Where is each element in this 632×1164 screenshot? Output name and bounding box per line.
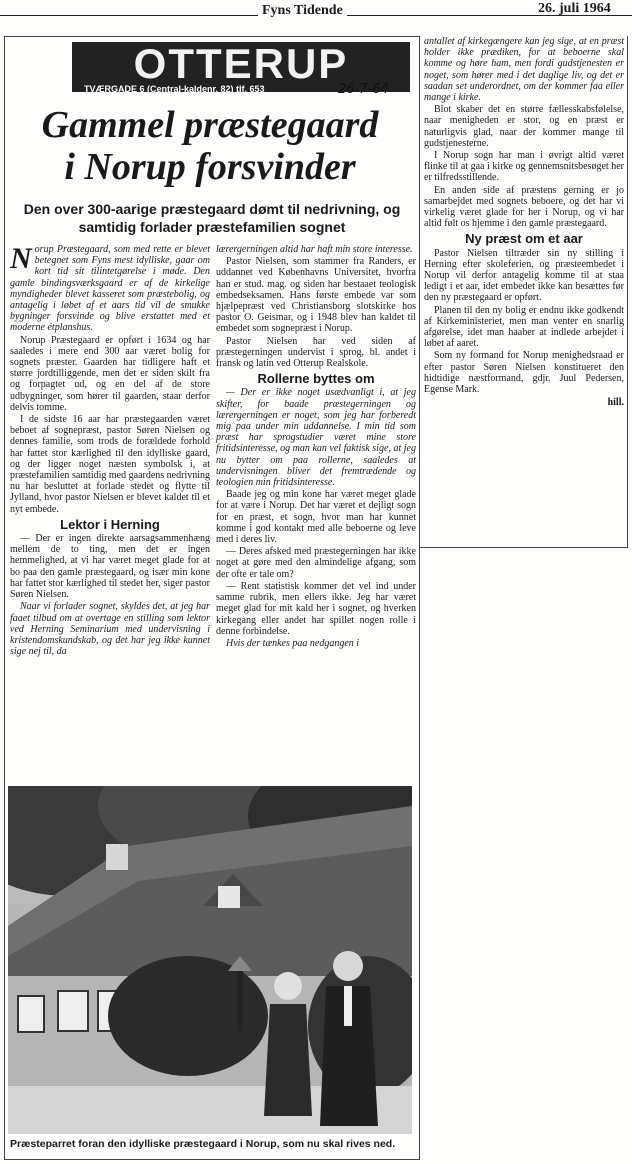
- handwritten-date: 26-7-64: [338, 82, 389, 97]
- section-heading-ny-praest: Ny præst om et aar: [465, 231, 583, 247]
- photo-caption: Præsteparret foran den idylliske præstegaard i Norup, som nu skal rives ned.: [10, 1138, 396, 1150]
- paragraph: Pastor Nielsen har ved siden af præstegerningen undervist i sprog, bl. andet i fransk og latin ved Otterup Realskole.: [216, 335, 416, 370]
- section-heading-roller: Rollerne byttes om: [257, 371, 375, 387]
- paragraph: Blot skaber det en større fællesskabsfølelse, naar menigheden er stor, og en præst er naturligvis glad, naar der kommer mange til gudstjenesterne.: [424, 104, 624, 149]
- author-signature: hill.: [607, 397, 624, 409]
- paragraph: Som ny formand for Norup menighedsraad er efter pastor Søren Nielsen konstitueret den hidtidige næstformand, gdjr. Juul Pedersen, Egense Mark.: [424, 350, 624, 396]
- headline-line-2: i Norup forsvinder: [64, 146, 356, 188]
- paragraph: I de sidste 16 aar har præstegaarden været beboet af sognepræst, pastor Søren Nielsen og dennes familie, som trods de forældede forhold har fattet stor kærlighed til den idylliske gaard, og der ligger noget næsten symbolsk i, at præstefamilien samtidig med gaardens nedrivning nu har besluttet at forlade stedet og flytte til Jylland, hvor pastor Nielsen er blevet kaldet til et nyt embede.: [10, 414, 210, 515]
- paragraph: — Deres afsked med præstegerningen har ikke noget at gøre med den almindelige afgang, som der ofte er tale om?: [216, 546, 416, 580]
- town-banner-title: OTTERUP: [133, 40, 349, 87]
- section-heading-lektor: Lektor i Herning: [60, 516, 160, 532]
- paragraph: Baade jeg og min kone har været meget glade for at være i Norup. Det har været et dejligt sogn for en præst, et sogn, hvor man har kunnet komme i god kontakt med alle beboerne og leve med i deres liv.: [216, 489, 416, 546]
- paragraph: lærergerningen altid har haft min store interesse.: [216, 244, 413, 255]
- headline-line-1: Gammel præstegaard: [41, 104, 379, 146]
- paragraph: I Norup sogn har man i øvrigt altid været flinke til at gaa i kirke og gennemsnitsbesøget her er tilfredsstillende.: [424, 150, 624, 184]
- paragraph: — Der er ikke noget usædvanligt i, at jeg skifter, for baade præstegerningen og lærergerningen er noget, som jeg har forberedt mig paa under min uddannelse. I min tid som præst har sprogstudier været mine store fritidsinteresse, og man kan vel faktisk sige, at jeg nu bytter om paa rollerne, saaledes at undervisningen bliver det fremtrædende og teologien min fritidsinteresse.: [216, 387, 416, 489]
- headline: [8, 104, 412, 188]
- paragraph: Pastor Nielsen, som stammer fra Randers, er uddannet ved Københavns Universitet, hvorfra han er stud. mag. og siden har bestaaet teologisk embedseksamen. Hans første embede var som hjælpepræst ved Christiansborg slotskirke hos pastor O. Geismar, og i 1948 blev han kaldet til embedet som sognepræst i Norup.: [216, 256, 416, 335]
- paragraph: Planen til den ny bolig er endnu ikke godkendt af Kirkeministeriet, men man venter en snarlig afgørelse, idet man haaber at indlede arbejdet i løbet af aaret.: [424, 304, 624, 350]
- paragraph: Pastor Nielsen tiltræder sin ny stilling i Herning efter skoleferien, og præsteembedet i Norup vil derfor antagelig komme til at staa ledigt i et aar, idet embedet ikke kan besættes før den ny præstegaard er opført.: [424, 247, 624, 304]
- paragraph: — Der er ingen direkte aarsagsammenhæng mellem de to ting, men det er ingen hemmelighed, at vi har været meget glade for at bo paa den gamle præstegaard, og især min kone har fattet stor kærlighed til stedet her, siger pastor Søren Nielsen.: [10, 533, 210, 601]
- paragraph: Hvis der tænkes paa nedgangen i: [226, 637, 360, 649]
- paragraph: Norup Præstegaard er opført i 1634 og har saaledes i mere end 300 aar været bolig for sognets præster. Gaarden har tidligere haft et større jordtilliggende, men det er siden skilt fra og forpagtet ud, og en del af de store udbygninger, som hører til gaarden, staar derfor delvis tomme.: [10, 334, 210, 413]
- subheadline: Den over 300-aarige præstegaard dømt til nedrivning, og samtidig forlader præstefamilien sognet: [23, 201, 401, 235]
- paragraph: — Rent statistisk kommer det vel ind under samme rubrik, men ellers ikke. Jeg har været meget glad for mit kald her i sognet, og hverken kirkegang eller andet har spillet nogen rolle i denne forbindelse.: [216, 580, 416, 637]
- paragraph: Naar vi forlader sognet, skyldes det, at jeg har faaet tilbud om at overtage en stilling som lektor ved Herning Seminarium med undervisning i kristendomskundskab, og det har jeg ikke kunnet sige nej til, da: [10, 601, 210, 658]
- paragraph: En anden side af præstens gerning er jo samarbejdet med sognets beboere, og det har vi virkelig været glade for her i Norup, og vi har altid følt os hjemme i den gamle præstegaard.: [424, 184, 624, 230]
- drop-cap: N: [10, 242, 32, 275]
- article-column-3: [424, 36, 624, 409]
- office-address: TVÆRGADE 6 (Central-kaldenr. 82) tlf. 653: [84, 84, 265, 94]
- article-photo: [8, 786, 412, 1134]
- newspaper-name: Fyns Tidende: [258, 3, 347, 19]
- photo-illustration: [8, 786, 412, 1134]
- article-column-2: [216, 244, 416, 650]
- issue-date: 26. juli 1964: [538, 1, 611, 16]
- intro-paragraph: orup Præstegaard, som med rette er blevet betegnet som Fyns mest idylliske, gaar om kort tid sit tilintetgørelse i møde. Den gamle bindingsværksgaard er af de kirkelige myndigheder blevet kasseret som præstebolig, og antagelig i løbet af et aars tid vil de smukke bygninger forsvinde og blive erstattet med et moderne étplanshus.: [10, 244, 210, 334]
- paragraph: antallet af kirkegængere kan jeg sige, at en præst holder ikke prædiken, for at beboerne skal komme og høre ham, men fordi gudstjenesten er noget, som hører med i det daglige liv, og det er saadan set underordnet, om der kommer faa eller mange i kirke.: [424, 36, 624, 104]
- article-column-1: [10, 244, 210, 658]
